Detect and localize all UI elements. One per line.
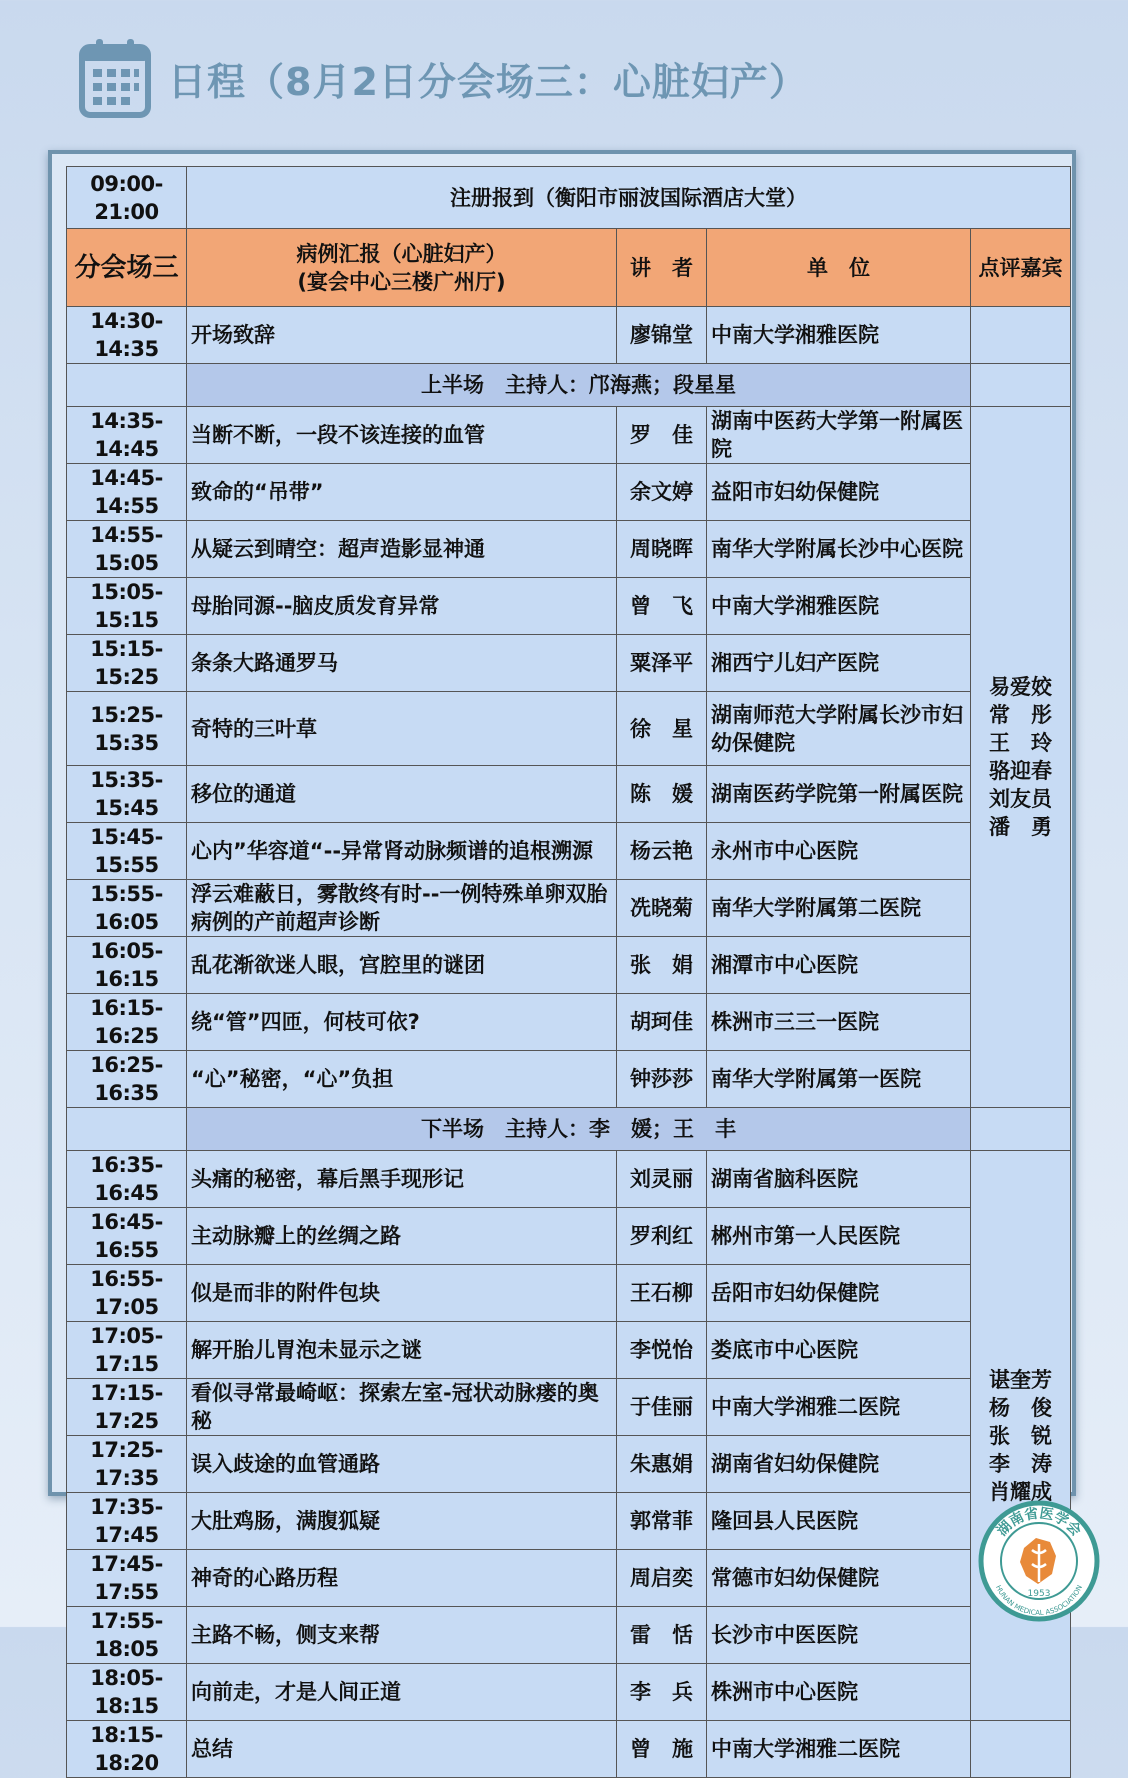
session-time: 17:05-17:15 <box>67 1322 187 1379</box>
session-title: 大肚鸡肠，满腹狐疑 <box>187 1493 617 1550</box>
session-speaker: 钟莎莎 <box>617 1051 707 1108</box>
session-unit: 岳阳市妇幼保健院 <box>707 1265 971 1322</box>
table-row <box>67 1322 1071 1379</box>
registration-row <box>67 167 1071 229</box>
session-speaker: 郭常菲 <box>617 1493 707 1550</box>
table-row <box>67 880 1071 937</box>
reviewer-name: 骆迎春 <box>989 759 1052 783</box>
opening-title: 开场致辞 <box>187 307 617 364</box>
closing-title: 总结 <box>187 1721 617 1778</box>
table-row <box>67 994 1071 1051</box>
table-row <box>67 1051 1071 1108</box>
reviewer-name: 谌奎芳 <box>989 1367 1052 1392</box>
session-time: 17:15-17:25 <box>67 1379 187 1436</box>
reviewers-cell <box>971 407 1071 1108</box>
table-row <box>67 521 1071 578</box>
session-unit: 娄底市中心医院 <box>707 1322 971 1379</box>
session-speaker: 周晓晖 <box>617 521 707 578</box>
table-row <box>67 407 1071 464</box>
closing-reviewer <box>971 1721 1071 1778</box>
session-title: 奇特的三叶草 <box>187 692 617 766</box>
session-unit: 湖南省脑科医院 <box>707 1151 971 1208</box>
table-row <box>67 635 1071 692</box>
session-unit: 隆回县人民医院 <box>707 1493 971 1550</box>
session-speaker: 罗 佳 <box>617 407 707 464</box>
session-speaker: 雷 恬 <box>617 1607 707 1664</box>
table-row <box>67 1664 1071 1721</box>
opening-unit: 中南大学湘雅医院 <box>707 307 971 364</box>
section-time-blank <box>67 1108 187 1151</box>
table-row <box>67 766 1071 823</box>
session-unit: 株洲市中心医院 <box>707 1664 971 1721</box>
table-header-row <box>67 229 1071 307</box>
section-time-blank <box>67 364 187 407</box>
session-unit: 南华大学附属长沙中心医院 <box>707 521 971 578</box>
session-speaker: 粟泽平 <box>617 635 707 692</box>
session-title: 绕“管”四匝，何枝可依? <box>187 994 617 1051</box>
logo-year: 1953 <box>1027 1589 1051 1599</box>
page-title: 日程（8月2日分会场三：心脏妇产） <box>168 59 808 104</box>
table-row <box>67 1379 1071 1436</box>
opening-row <box>67 307 1071 364</box>
closing-time: 18:15-18:20 <box>67 1721 187 1778</box>
reviewer-name: 王 玲 <box>989 731 1052 755</box>
session-title: 似是而非的附件包块 <box>187 1265 617 1322</box>
section-hosts: 下半场 主持人：李 媛；王 丰 <box>187 1108 971 1151</box>
session-speaker: 王石柳 <box>617 1265 707 1322</box>
session-time: 16:25-16:35 <box>67 1051 187 1108</box>
session-title: 移位的通道 <box>187 766 617 823</box>
session-speaker: 于佳丽 <box>617 1379 707 1436</box>
session-time: 16:05-16:15 <box>67 937 187 994</box>
session-time: 15:45-15:55 <box>67 823 187 880</box>
first-half-section-row <box>67 364 1071 407</box>
session-unit: 中南大学湘雅医院 <box>707 578 971 635</box>
session-title: 致命的“吊带” <box>187 464 617 521</box>
session-title: “心”秘密，“心”负担 <box>187 1051 617 1108</box>
session-speaker: 周启奕 <box>617 1550 707 1607</box>
venue-header: 分会场三 <box>67 229 187 307</box>
section-hosts: 上半场 主持人：邝海燕；段星星 <box>187 364 971 407</box>
closing-row <box>67 1721 1071 1778</box>
session-time: 16:15-16:25 <box>67 994 187 1051</box>
session-time: 17:35-17:45 <box>67 1493 187 1550</box>
reviewer-name: 李 涛 <box>989 1451 1052 1476</box>
session-speaker: 余文婷 <box>617 464 707 521</box>
opening-reviewer <box>971 307 1071 364</box>
session-time: 15:15-15:25 <box>67 635 187 692</box>
table-row <box>67 1550 1071 1607</box>
reviewer-name: 刘友员 <box>989 787 1052 811</box>
session-title: 当断不断，一段不该连接的血管 <box>187 407 617 464</box>
session-unit: 湘西宁儿妇产医院 <box>707 635 971 692</box>
session-time: 15:35-15:45 <box>67 766 187 823</box>
section-reviewer-blank <box>971 364 1071 407</box>
session-title: 解开胎儿胃泡未显示之谜 <box>187 1322 617 1379</box>
topic-header-line1: 病例汇报（心脏妇产） <box>296 241 507 266</box>
session-time: 16:55-17:05 <box>67 1265 187 1322</box>
registration-text: 注册报到（衡阳市丽波国际酒店大堂） <box>187 167 1071 229</box>
session-unit: 湖南省妇幼保健院 <box>707 1436 971 1493</box>
session-time: 17:55-18:05 <box>67 1607 187 1664</box>
session-unit: 湘潭市中心医院 <box>707 937 971 994</box>
registration-time: 09:00-21:00 <box>67 167 187 229</box>
table-row <box>67 823 1071 880</box>
table-row <box>67 1436 1071 1493</box>
reviewers-header: 点评嘉宾 <box>971 229 1071 307</box>
table-row <box>67 1493 1071 1550</box>
second-half-section-row <box>67 1108 1071 1151</box>
table-row <box>67 692 1071 766</box>
reviewer-name: 杨 俊 <box>989 1395 1052 1420</box>
reviewers-cell <box>971 1151 1071 1721</box>
reviewer-name: 潘 勇 <box>989 815 1052 839</box>
session-speaker: 朱惠娟 <box>617 1436 707 1493</box>
schedule-table <box>66 166 1071 1778</box>
opening-speaker: 廖锦堂 <box>617 307 707 364</box>
speaker-header: 讲 者 <box>617 229 707 307</box>
session-speaker: 李 兵 <box>617 1664 707 1721</box>
reviewer-name: 张 锐 <box>989 1423 1052 1448</box>
reviewer-name: 肖耀成 <box>989 1479 1052 1504</box>
session-speaker: 胡珂佳 <box>617 994 707 1051</box>
unit-header: 单 位 <box>707 229 971 307</box>
session-title: 看似寻常最崎岖：探索左室-冠状动脉瘘的奥秘 <box>187 1379 617 1436</box>
session-time: 15:05-15:15 <box>67 578 187 635</box>
session-speaker: 刘灵丽 <box>617 1151 707 1208</box>
session-title: 主路不畅，侧支来帮 <box>187 1607 617 1664</box>
session-title: 母胎同源--脑皮质发育异常 <box>187 578 617 635</box>
topic-header <box>187 229 617 307</box>
session-speaker: 曾 飞 <box>617 578 707 635</box>
session-unit: 长沙市中医医院 <box>707 1607 971 1664</box>
logo-cn-text: 湖南省医学会 <box>994 1505 1084 1540</box>
session-title: 从疑云到晴空：超声造影显神通 <box>187 521 617 578</box>
session-title: 主动脉瓣上的丝绸之路 <box>187 1208 617 1265</box>
session-unit: 南华大学附属第一医院 <box>707 1051 971 1108</box>
association-logo <box>976 1498 1102 1624</box>
session-title: 条条大路通罗马 <box>187 635 617 692</box>
session-title: 神奇的心路历程 <box>187 1550 617 1607</box>
table-row <box>67 464 1071 521</box>
session-time: 16:45-16:55 <box>67 1208 187 1265</box>
table-row <box>67 1208 1071 1265</box>
session-title: 心内”华容道“--异常肾动脉频谱的追根溯源 <box>187 823 617 880</box>
session-unit: 南华大学附属第二医院 <box>707 880 971 937</box>
session-speaker: 张 娟 <box>617 937 707 994</box>
session-unit: 益阳市妇幼保健院 <box>707 464 971 521</box>
session-title: 向前走，才是人间正道 <box>187 1664 617 1721</box>
table-row <box>67 1151 1071 1208</box>
session-time: 17:45-17:55 <box>67 1550 187 1607</box>
calendar-icon <box>78 37 152 119</box>
session-unit: 郴州市第一人民医院 <box>707 1208 971 1265</box>
page-header <box>78 36 808 120</box>
opening-time: 14:30-14:35 <box>67 307 187 364</box>
closing-speaker: 曾 施 <box>617 1721 707 1778</box>
session-title: 浮云难蔽日，雾散终有时--一例特殊单卵双胎病例的产前超声诊断 <box>187 880 617 937</box>
session-time: 15:25-15:35 <box>67 692 187 766</box>
reviewer-name: 常 彤 <box>989 703 1052 727</box>
session-speaker: 陈 媛 <box>617 766 707 823</box>
session-unit: 湖南医药学院第一附属医院 <box>707 766 971 823</box>
session-title: 乱花渐欲迷人眼，宫腔里的谜团 <box>187 937 617 994</box>
session-speaker: 徐 星 <box>617 692 707 766</box>
topic-header-line2: (宴会中心三楼广州厅) <box>297 269 506 294</box>
closing-unit: 中南大学湘雅二医院 <box>707 1721 971 1778</box>
session-time: 16:35-16:45 <box>67 1151 187 1208</box>
session-time: 14:35-14:45 <box>67 407 187 464</box>
logo-en-text: HUNAN MEDICAL ASSOCIATION <box>993 1583 1085 1618</box>
table-row <box>67 1607 1071 1664</box>
table-row <box>67 937 1071 994</box>
session-unit: 湖南中医药大学第一附属医院 <box>707 407 971 464</box>
session-time: 15:55-16:05 <box>67 880 187 937</box>
session-unit: 中南大学湘雅二医院 <box>707 1379 971 1436</box>
session-title: 误入歧途的血管通路 <box>187 1436 617 1493</box>
session-time: 14:55-15:05 <box>67 521 187 578</box>
table-row <box>67 578 1071 635</box>
session-title: 头痛的秘密，幕后黑手现形记 <box>187 1151 617 1208</box>
session-speaker: 冼晓菊 <box>617 880 707 937</box>
session-unit: 湖南师范大学附属长沙市妇幼保健院 <box>707 692 971 766</box>
session-unit: 永州市中心医院 <box>707 823 971 880</box>
session-speaker: 李悦怡 <box>617 1322 707 1379</box>
session-time: 18:05-18:15 <box>67 1664 187 1721</box>
table-row <box>67 1265 1071 1322</box>
session-time: 14:45-14:55 <box>67 464 187 521</box>
session-unit: 株洲市三三一医院 <box>707 994 971 1051</box>
session-speaker: 罗利红 <box>617 1208 707 1265</box>
session-unit: 常德市妇幼保健院 <box>707 1550 971 1607</box>
section-reviewer-blank <box>971 1108 1071 1151</box>
session-speaker: 杨云艳 <box>617 823 707 880</box>
reviewer-name: 易爱姣 <box>989 675 1052 699</box>
session-time: 17:25-17:35 <box>67 1436 187 1493</box>
